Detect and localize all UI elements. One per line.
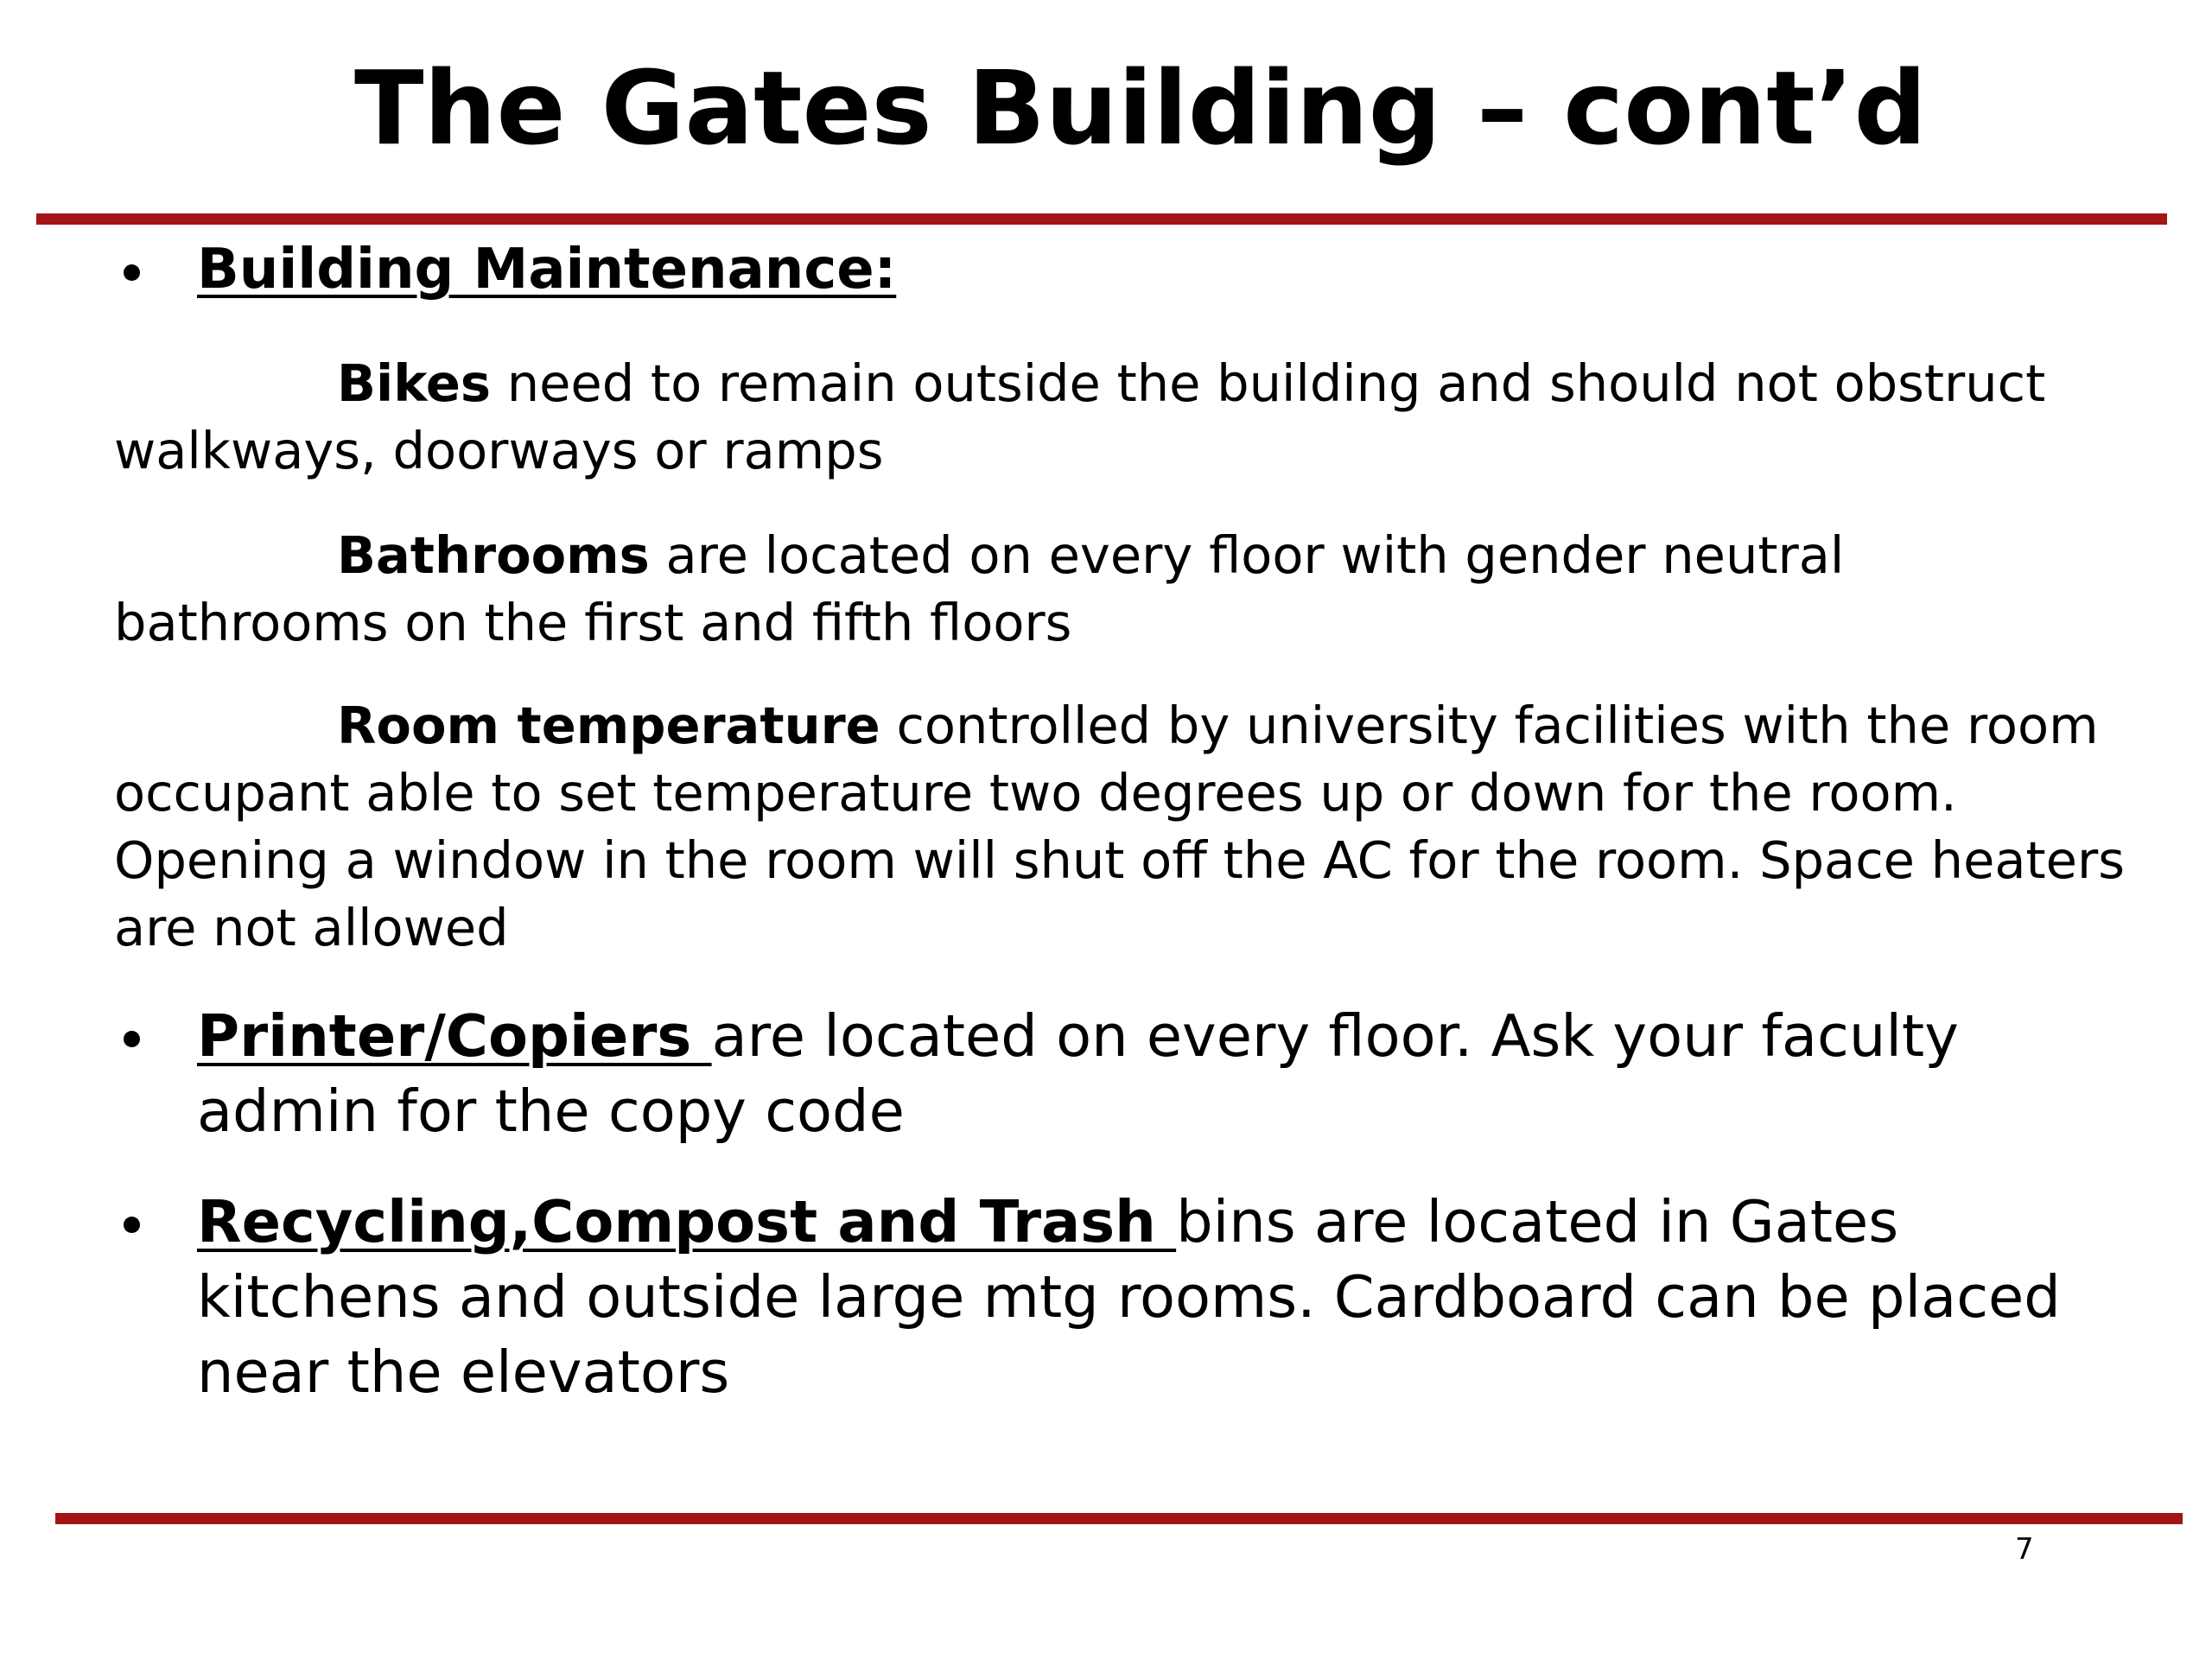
maintenance-item-room-temperature bbox=[114, 692, 2127, 962]
bullet-lead: Printer/Copiers bbox=[197, 1002, 712, 1070]
item-text: need to remain outside the building and should not obstruct walkways, doorways or ramps bbox=[114, 353, 2046, 480]
page-number: 7 bbox=[2015, 1532, 2034, 1567]
item-text: are located on every floor with gender neutral bathrooms on the first and fifth floors bbox=[114, 525, 1845, 652]
bullet-text: bins are located in Gates kitchens and outside large mtg rooms. Cardboard can be placed near the elevators bbox=[197, 1188, 2061, 1406]
bullet-icon bbox=[124, 264, 140, 281]
maintenance-item-bikes bbox=[114, 350, 2127, 485]
item-lead: Bikes bbox=[337, 353, 491, 413]
bullet-printer-copiers bbox=[197, 999, 2124, 1149]
bullet-text: are located on every floor. Ask your faculty admin for the copy code bbox=[197, 1002, 1959, 1145]
item-lead: Room temperature bbox=[337, 696, 880, 755]
bullet-icon bbox=[124, 1031, 140, 1047]
bullet-lead: Recycling,Compost and Trash bbox=[197, 1188, 1177, 1255]
bullet-recycling bbox=[197, 1185, 2124, 1410]
title-divider bbox=[36, 213, 2167, 225]
footer-divider bbox=[55, 1513, 2183, 1524]
item-lead: Bathrooms bbox=[337, 525, 650, 585]
bullet-icon bbox=[124, 1217, 140, 1233]
item-text: controlled by university facilities with the room occupant able to set temperature two degrees up or down for the room. Opening a window in the room will shut off the AC for the room. Space heaters are not allowed bbox=[114, 696, 2125, 957]
slide-title: The Gates Building – cont’d bbox=[354, 48, 1927, 168]
section-heading: Building Maintenance: bbox=[197, 238, 897, 302]
maintenance-item-bathrooms bbox=[114, 522, 2127, 657]
